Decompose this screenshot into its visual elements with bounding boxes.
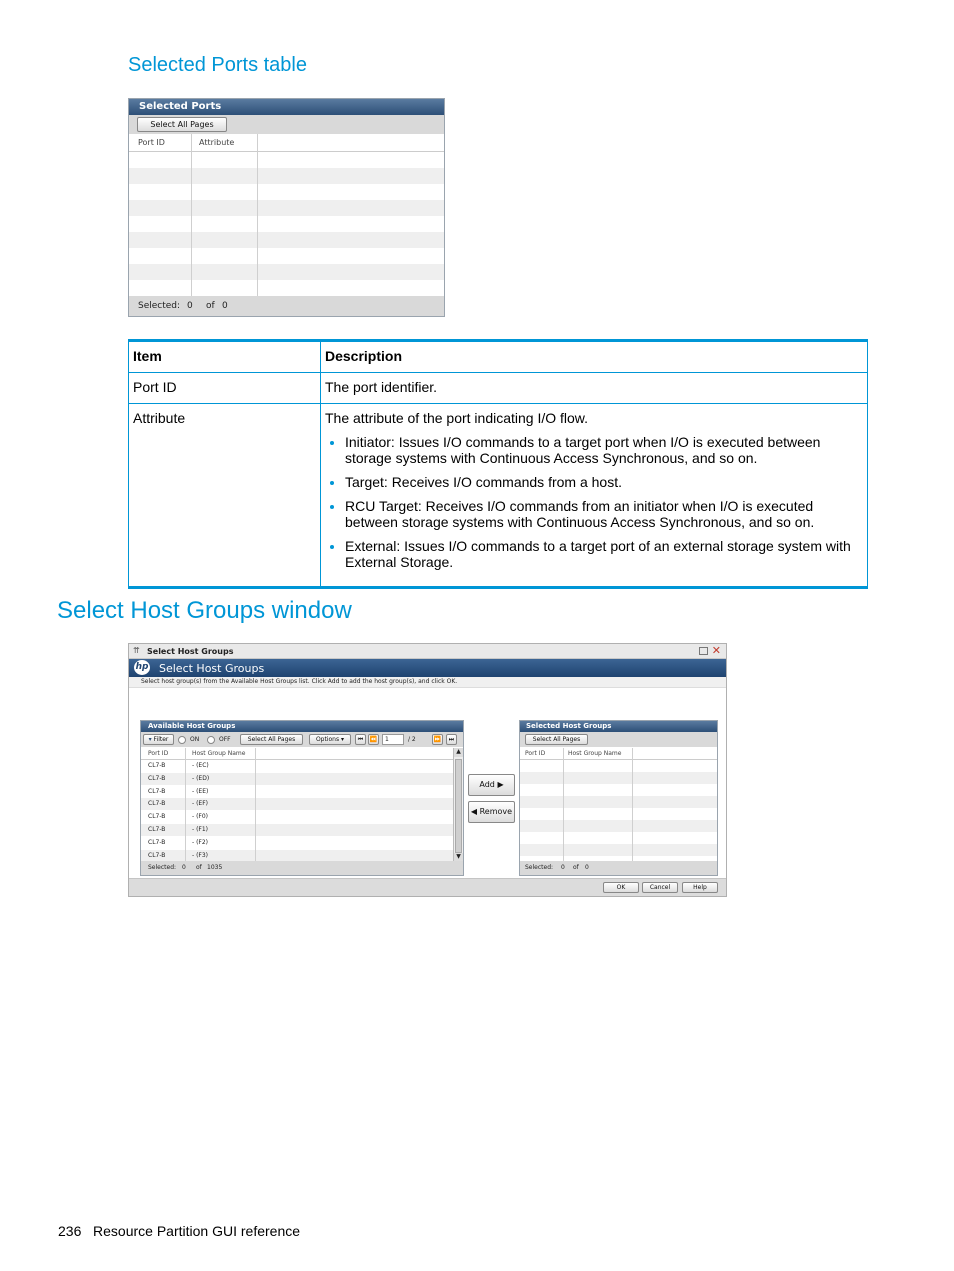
arrow-left-icon: ◀ [470, 807, 478, 816]
maximize-icon[interactable] [699, 647, 708, 655]
col-attribute[interactable]: Attribute [199, 138, 235, 147]
grid-header [141, 748, 453, 760]
of-label: of [196, 864, 202, 871]
item-attribute: Attribute [129, 404, 321, 588]
filter-icon: ▾ [148, 736, 152, 743]
vertical-scrollbar[interactable] [453, 748, 463, 862]
page-number-input[interactable]: 1 [382, 734, 404, 745]
total-count: 0 [222, 301, 228, 311]
collapse-icon[interactable]: ⇈ [133, 646, 140, 655]
instruction-bar [129, 677, 726, 688]
grid-header [129, 134, 444, 152]
scroll-thumb[interactable] [455, 759, 462, 853]
cell-host-group-name: - (ED) [192, 774, 210, 782]
window-titlebar [129, 644, 726, 659]
filter-off-radio[interactable] [207, 736, 215, 744]
cell-port-id: CL7-B [148, 838, 166, 846]
filter-button[interactable] [143, 734, 174, 745]
table-row [129, 373, 868, 404]
table-row[interactable] [141, 824, 453, 836]
instruction-text: Select host group(s) from the Available Host Groups list. Click Add to add the host group(s), and click OK. [141, 678, 458, 685]
grid-header [520, 748, 717, 760]
selected-count: 0 [561, 864, 565, 871]
select-all-pages-button[interactable]: Select All Pages [240, 734, 303, 745]
page-total: / 2 [408, 736, 416, 743]
total-count: 1035 [207, 864, 223, 871]
selected-ports-panel [128, 98, 445, 317]
section-heading-selected-ports: Selected Ports table [128, 54, 307, 76]
selected-panel-title: Selected Host Groups [520, 721, 717, 732]
remove-label: Remove [479, 807, 513, 816]
item-port-id: Port ID [129, 373, 321, 404]
cell-host-group-name: - (F2) [192, 838, 209, 846]
filter-label: Filter [153, 736, 169, 743]
table-row[interactable] [141, 760, 453, 772]
close-icon[interactable]: ✕ [711, 644, 721, 657]
available-grid [141, 748, 463, 862]
selected-footer [520, 861, 717, 875]
hp-logo: hp [134, 660, 150, 675]
item-description-table [128, 339, 868, 589]
description-port-id: The port identifier. [321, 373, 868, 404]
ok-button[interactable]: OK [603, 882, 639, 893]
table-row [129, 404, 868, 588]
available-footer [141, 861, 463, 875]
filter-on-radio[interactable] [178, 736, 186, 744]
selected-grid [520, 748, 717, 862]
bullet-target: • Target: Receives I/O commands from a host. [345, 474, 863, 490]
col-host-group-name[interactable]: Host Group Name [568, 750, 622, 757]
window-banner [129, 659, 726, 677]
cell-host-group-name: - (F1) [192, 826, 209, 833]
selected-host-groups-panel [519, 720, 718, 876]
cell-port-id: CL7-B [148, 826, 166, 833]
of-label: of [573, 864, 579, 871]
add-label: Add [479, 780, 495, 789]
filter-off-label: OFF [219, 736, 231, 743]
window-title: Select Host Groups [147, 647, 234, 656]
window-button-bar [129, 878, 726, 896]
options-label: Options [315, 736, 340, 743]
cell-host-group-name: - (EC) [192, 762, 209, 769]
last-page-icon[interactable]: ⏭ [446, 734, 457, 745]
bullet-initiator: • Initiator: Issues I/O commands to a target port when I/O is executed between storage systems with Continuous Access Synchronous, and so on. [345, 434, 863, 466]
selected-count: 0 [187, 301, 193, 311]
scroll-up-icon[interactable]: ▲ [454, 748, 463, 757]
col-port-id[interactable]: Port ID [138, 138, 165, 147]
total-count: 0 [585, 864, 589, 871]
arrow-right-icon: ▶ [497, 780, 504, 789]
panel-footer [129, 296, 444, 316]
table-row[interactable] [141, 837, 453, 849]
next-page-icon[interactable]: ⏩ [433, 736, 442, 743]
cell-port-id: CL7-B [148, 774, 166, 782]
scroll-down-icon[interactable]: ▼ [454, 853, 463, 862]
add-button[interactable] [468, 774, 515, 796]
ports-grid [129, 134, 444, 296]
select-all-pages-button[interactable]: Select All Pages [137, 117, 227, 132]
footer-section-title: Resource Partition GUI reference [93, 1223, 301, 1239]
options-dropdown[interactable] [309, 734, 351, 745]
attribute-bullet-list [325, 434, 863, 570]
panel-toolbar [129, 115, 444, 134]
available-toolbar [141, 732, 463, 747]
col-port-id[interactable]: Port ID [525, 750, 546, 757]
available-panel-title: Available Host Groups [141, 721, 463, 732]
remove-button[interactable] [468, 801, 515, 823]
selected-label: Selected: [525, 864, 554, 871]
available-rows [141, 760, 453, 862]
selected-label: Selected: [138, 301, 181, 311]
cell-host-group-name: - (F0) [192, 813, 209, 821]
of-label: of [206, 301, 215, 311]
table-row[interactable] [141, 811, 453, 823]
cell-port-id: CL7-B [148, 787, 166, 795]
selected-label: Selected: [148, 864, 177, 871]
banner-title: Select Host Groups [159, 662, 265, 675]
cell-host-group-name: - (F3) [192, 851, 209, 859]
selected-count: 0 [182, 864, 186, 871]
bullet-rcu-target: • RCU Target: Receives I/O commands from an initiator when I/O is executed between storage systems with Continuous Access Synchronous, and so on. [345, 498, 863, 530]
cell-port-id: CL7-B [148, 813, 166, 821]
table-row[interactable] [141, 798, 453, 810]
col-host-group-name[interactable]: Host Group Name [192, 750, 246, 757]
filter-on-label: ON [190, 736, 200, 743]
select-all-pages-button[interactable]: Select All Pages [525, 734, 588, 745]
panel-title: Selected Ports [129, 99, 444, 115]
cell-port-id: CL7-B [148, 851, 166, 859]
table-row[interactable] [141, 773, 453, 785]
cell-port-id: CL7-B [148, 762, 166, 769]
header-description: Description [321, 341, 868, 373]
bullet-external: • External: Issues I/O commands to a target port of an external storage system with External Storage. [345, 538, 863, 570]
first-page-icon[interactable]: ⏮ [355, 734, 366, 745]
help-button[interactable]: Help [682, 882, 718, 893]
section-heading-select-host-groups: Select Host Groups window [57, 597, 352, 624]
table-row[interactable] [141, 850, 453, 862]
cancel-button[interactable]: Cancel [642, 882, 678, 893]
select-host-groups-window [128, 643, 727, 897]
prev-page-icon[interactable]: ⏪ [369, 736, 378, 743]
cell-host-group-name: - (EF) [192, 800, 208, 808]
page-number: 236 [58, 1223, 82, 1239]
header-item: Item [129, 341, 321, 373]
table-row[interactable] [141, 786, 453, 798]
available-host-groups-panel [140, 720, 464, 876]
selected-toolbar [520, 732, 717, 747]
cell-host-group-name: - (EE) [192, 787, 209, 795]
attribute-summary: The attribute of the port indicating I/O flow. [325, 410, 589, 426]
page-footer [58, 1223, 300, 1239]
description-attribute [321, 404, 868, 588]
cell-port-id: CL7-B [148, 800, 166, 808]
col-port-id[interactable]: Port ID [148, 750, 169, 757]
chevron-down-icon: ▾ [341, 736, 345, 743]
